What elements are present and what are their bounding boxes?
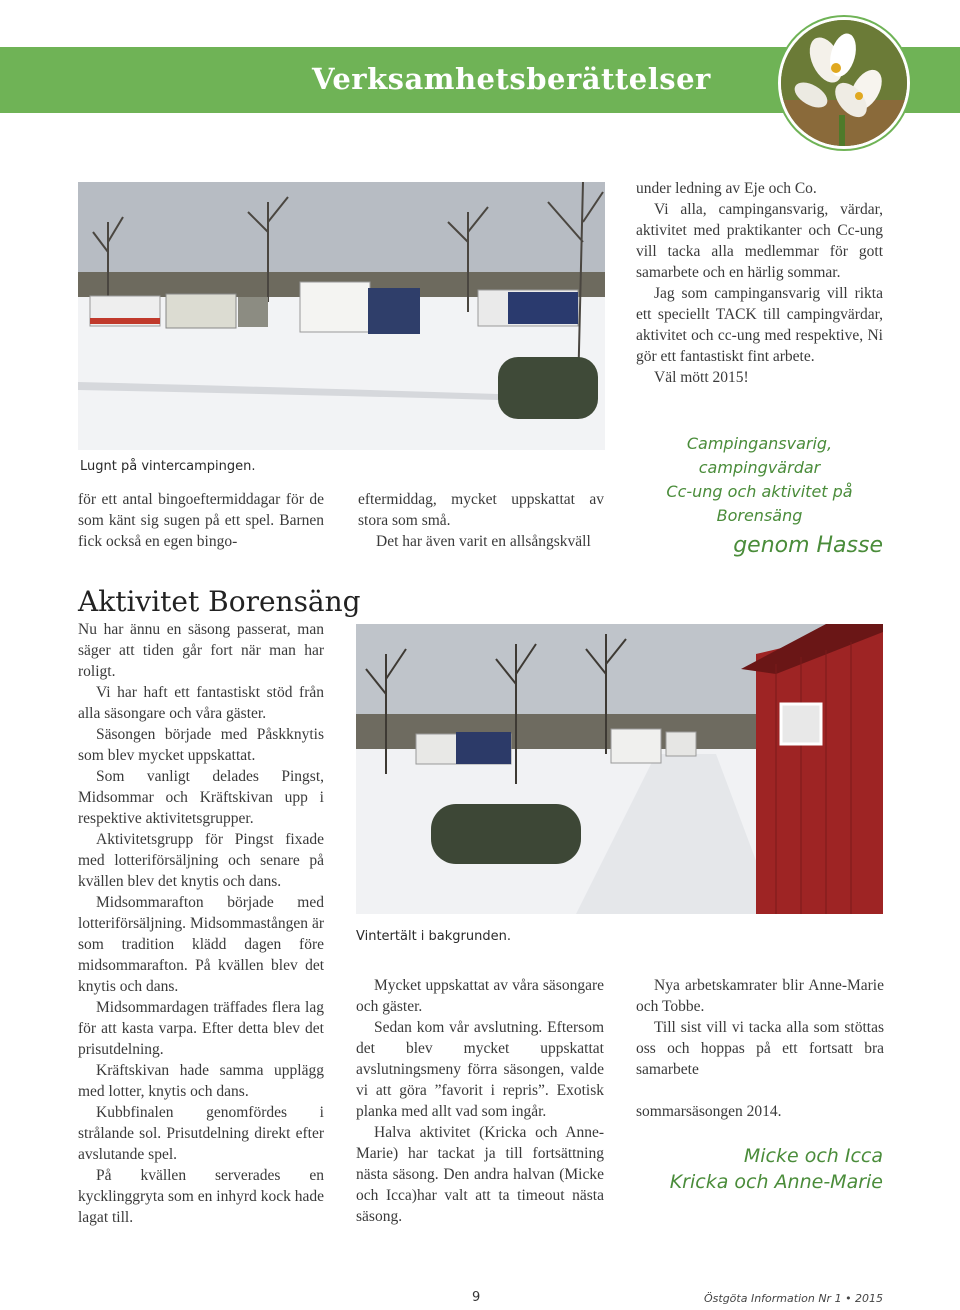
signature-aktivitet (636, 1143, 883, 1195)
paragraph: Väl mött 2015! (654, 369, 749, 386)
paragraph: Det har även varit en allsångskväll (376, 533, 591, 550)
snowy-road-photo (356, 624, 883, 914)
paragraph: Vi alla, campingansvarig, värdar, aktivitet med praktikanter och Cc-ung vill tacka alla medlemmar för gott samarbete och en härlig sommar. (636, 201, 883, 281)
paragraph: Midsommarafton började med lotteriförsäljning. Midsommastången är som tradition klädd dagen före midsommarafton. På kvällen blev det knytis och dans. (78, 894, 324, 995)
paragraph: för ett antal bingoeftermiddagar för de som känt sig sugen på ett spel. Barnen fick också en egen bingo- (78, 491, 324, 550)
top-text-col3 (636, 178, 883, 388)
magazine-footer: Östgöta Information Nr 1 • 2015 (704, 1292, 884, 1305)
paragraph: Som vanligt delades Pingst, Midsommar och Kräftskivan upp i respektive aktivitetsgrupper. (78, 768, 324, 827)
paragraph: Jag som campingansvarig vill rikta ett speciellt TACK till campingvärdar, aktivitet och cc-ung med respektive, Ni gör ett fantastiskt fint arbete. (636, 285, 883, 365)
signature-line: campingvärdar (698, 458, 821, 477)
paragraph: Midsommardagen träffades flera lag för att kasta varpa. Efter detta blev det prisutdelning. (78, 999, 324, 1058)
article-col1 (78, 619, 324, 1228)
paragraph: under ledning av Eje och Co. (636, 180, 817, 197)
photo-caption: Lugnt på vintercampingen. (80, 459, 256, 474)
campsite-winter-photo (78, 182, 605, 450)
signature-name: genom Hasse (733, 533, 883, 558)
paragraph: sommarsäsongen 2014. (636, 1103, 782, 1120)
paragraph: Vi har haft ett fantastiskt stöd från alla säsongare och våra gäster. (78, 684, 324, 722)
signature-line: Cc-ung och aktivitet på (666, 482, 853, 501)
paragraph: Till sist vill vi tacka alla som stöttas oss och hoppas på ett fortsatt bra samarbete (636, 1019, 884, 1078)
top-text-col1 (78, 489, 324, 552)
paragraph: Aktivitetsgrupp för Pingst fixade med lotteriförsäljning och senare på kvällen blev det knytis och dans. (78, 831, 324, 890)
signature-line: Campingansvarig, (686, 434, 833, 453)
paragraph: Kräftskivan hade samma upplägg med lotter, knytis och dans. (78, 1062, 324, 1100)
article-col2 (356, 975, 604, 1227)
article-col3 (636, 975, 884, 1122)
signature-line: Borensäng (716, 506, 803, 525)
paragraph: Kubbfinalen genomfördes i strålande sol. Prisutdelning direkt efter avslutande spel. (78, 1104, 324, 1163)
paragraph: Nu har ännu en säsong passerat, man säger att tiden går fort när man har roligt. (78, 621, 324, 680)
paragraph: Halva aktivitet (Kricka och Anne-Marie) har tackat ja till fortsättning nästa säsong. Den andra halvan (Micke och Icca)har valt att ta timeout nästa säsong. (356, 1124, 604, 1225)
top-text-col2 (358, 489, 604, 552)
flower-photo (778, 17, 910, 149)
page-number: 9 (472, 1290, 481, 1305)
signature-line: Micke och Icca (743, 1145, 883, 1167)
photo-caption: Vintertält i bakgrunden. (356, 929, 511, 944)
signature-line: Kricka och Anne-Marie (669, 1171, 883, 1193)
paragraph: Sedan kom vår avslutning. Eftersom det blev mycket uppskattat avslutningsmeny förra säsongen, valde vi att göra ”favorit i repris”. Exotisk planka med allt vad som ingår. (356, 1019, 604, 1120)
paragraph: På kvällen serverades en kycklinggryta som en inhyrd kock hade lagat till. (78, 1167, 324, 1226)
page-title: Verksamhetsberättelser (312, 62, 711, 96)
article-heading: Aktivitet Borensäng (78, 585, 361, 618)
paragraph: eftermiddag, mycket uppskattat av stora som små. (358, 491, 604, 529)
signature-campingansvarig (636, 432, 883, 558)
paragraph: Nya arbetskamrater blir Anne-Marie och Tobbe. (636, 977, 884, 1015)
paragraph: Mycket uppskattat av våra säsongare och gäster. (356, 977, 604, 1015)
paragraph: Säsongen började med Påskknytis som blev mycket uppskattat. (78, 726, 324, 764)
